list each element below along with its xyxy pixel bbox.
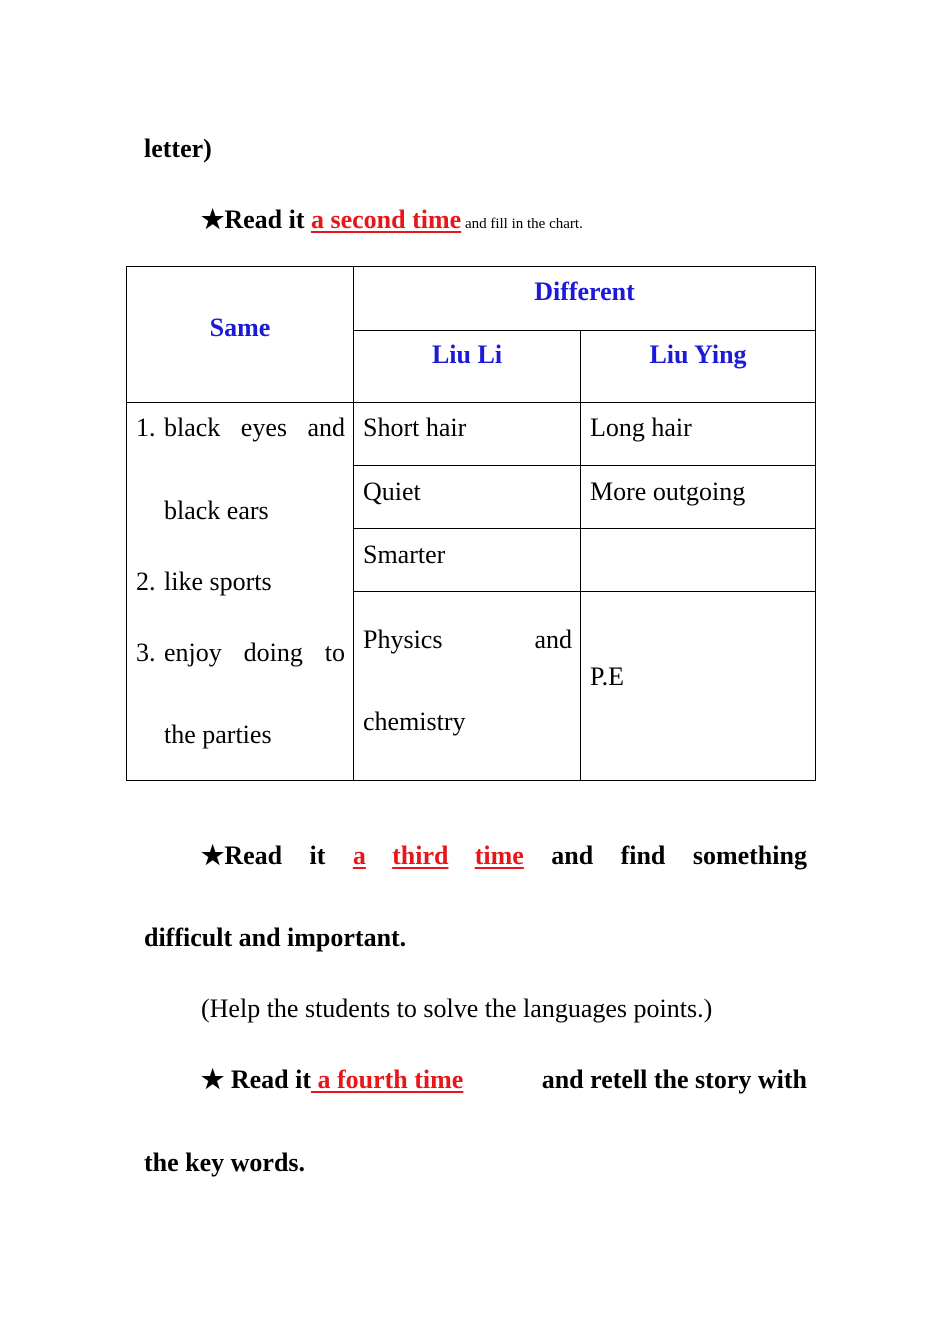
- same-item-1-line2: black ears: [164, 496, 269, 525]
- instruction-4-highlight: a fourth time: [310, 1065, 464, 1094]
- instruction-2-highlight: a second time: [310, 205, 462, 234]
- table-divider: [580, 330, 581, 780]
- same-item-1-num: 1.: [136, 413, 156, 442]
- word: black: [164, 413, 221, 442]
- star-icon: ★: [201, 1065, 231, 1094]
- liu-li-row-2: Quiet: [363, 477, 421, 506]
- same-item-2-num: 2.: [136, 567, 156, 596]
- instruction-4-line2: the key words.: [144, 1148, 306, 1177]
- instruction-read-second-time: [201, 205, 583, 239]
- word: find: [620, 841, 666, 870]
- star-icon: ★: [201, 205, 225, 234]
- liu-li-row-4-line1: [363, 625, 572, 655]
- instruction-3-highlight: [353, 841, 524, 871]
- header-liu-li: Liu Li: [431, 340, 503, 369]
- star-read: [201, 841, 282, 871]
- instruction-4-suffix: and retell the story with: [541, 1065, 807, 1094]
- text-fragment-letter: letter): [144, 134, 212, 163]
- liu-ying-row-1: Long hair: [590, 413, 692, 442]
- liu-li-row-3: Smarter: [363, 540, 446, 569]
- liu-ying-row-4: P.E: [590, 662, 624, 691]
- table-divider: [353, 528, 815, 529]
- word: and: [551, 841, 594, 870]
- word: doing: [243, 638, 303, 667]
- instruction-2-prefix: Read it: [224, 205, 311, 234]
- word: a: [352, 841, 366, 870]
- table-divider: [353, 465, 815, 466]
- word: it: [309, 841, 326, 870]
- word: enjoy: [164, 638, 222, 667]
- word: Physics: [363, 625, 443, 654]
- same-item-3-line1: [164, 638, 345, 668]
- same-item-2-line1: like sports: [164, 567, 272, 596]
- header-same: Same: [209, 313, 271, 342]
- header-liu-ying: Liu Ying: [649, 340, 747, 369]
- header-different: Different: [534, 277, 635, 306]
- table-divider: [353, 591, 815, 592]
- word: third: [392, 841, 449, 870]
- instruction-read-third-time: [201, 841, 807, 871]
- same-item-1-line1: [164, 413, 345, 443]
- word: Read: [224, 841, 283, 870]
- instruction-4-first-part: [201, 1065, 463, 1095]
- instruction-2-suffix: and fill in the chart.: [461, 216, 583, 232]
- word: to: [324, 638, 345, 667]
- word: something: [692, 841, 807, 870]
- comparison-table: [126, 266, 816, 781]
- liu-li-row-1: Short hair: [363, 413, 467, 442]
- word: eyes: [240, 413, 287, 442]
- table-divider: [127, 402, 815, 403]
- liu-ying-row-2: More outgoing: [590, 477, 746, 506]
- word: time: [474, 841, 524, 870]
- table-divider: [353, 330, 815, 331]
- instruction-4-prefix: Read it: [230, 1065, 311, 1094]
- note-language-points: (Help the students to solve the languages points.): [201, 994, 713, 1023]
- word: and: [534, 625, 572, 654]
- star-icon: ★: [201, 841, 225, 870]
- instruction-read-fourth-time: [201, 1065, 807, 1095]
- same-item-3-line2: the parties: [164, 720, 272, 749]
- instruction-3-line2: difficult and important.: [144, 923, 407, 952]
- word: and: [307, 413, 345, 442]
- liu-li-row-4-line2: chemistry: [363, 707, 466, 736]
- same-item-3-num: 3.: [136, 638, 156, 667]
